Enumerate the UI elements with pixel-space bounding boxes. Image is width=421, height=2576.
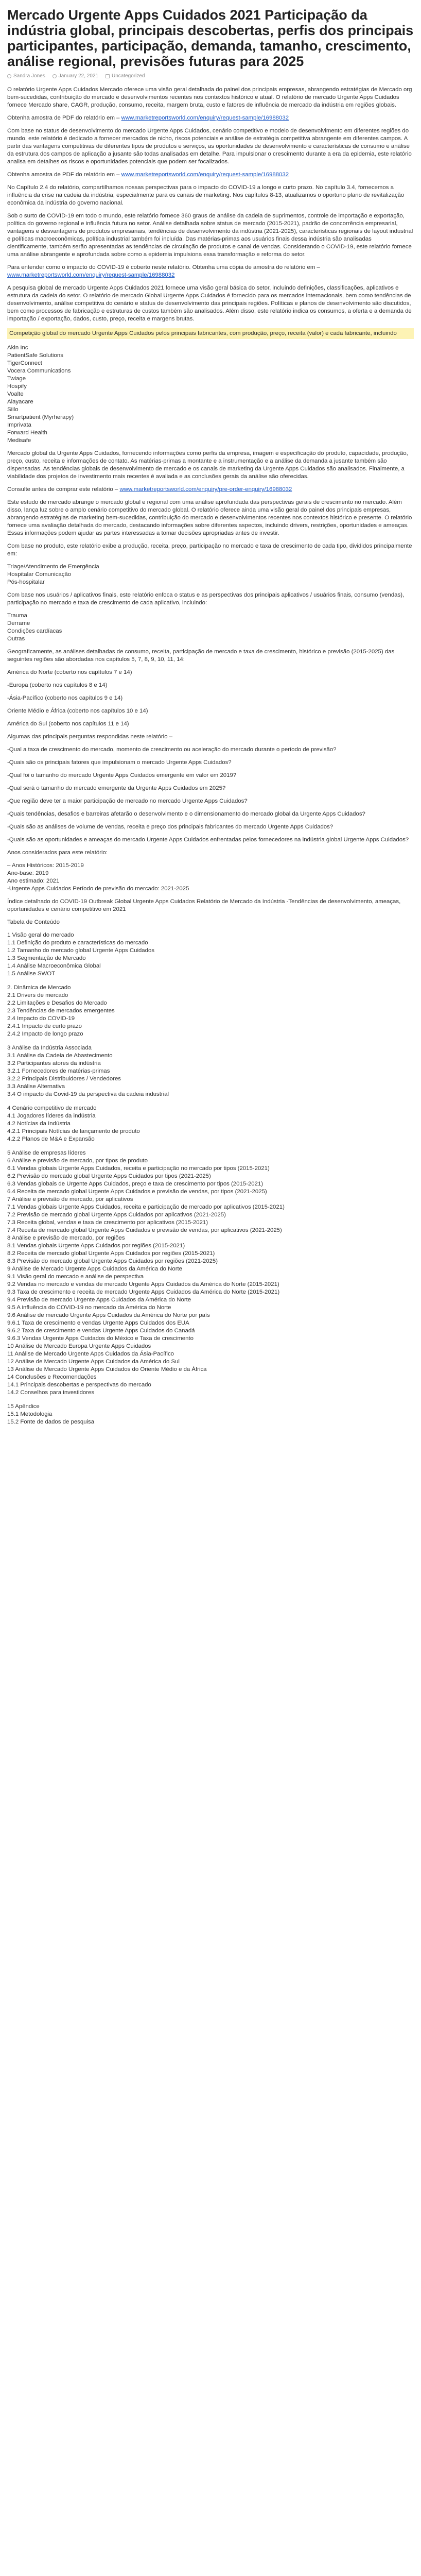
toc-item: 3.2.2 Principais Distribuidores / Vendedores — [7, 1076, 121, 1082]
toc-item: 9.6.3 Vendas Urgente Apps Cuidados do México e Taxa de crescimento — [7, 1335, 194, 1342]
question-item: -Qual foi o tamanho do mercado Urgente Apps Cuidados emergente em valor em 2019? — [7, 772, 237, 778]
toc-item: 2.4 Impacto do COVID-19 — [7, 1015, 75, 1022]
toc-group — [7, 1105, 414, 1143]
player-item: Siilo — [7, 406, 19, 413]
player-item: TigerConnect — [7, 360, 42, 366]
toc-item: 9.6.1 Taxa de crescimento e vendas Urgente Apps Cuidados dos EUA — [7, 1320, 189, 1326]
toc-item: 10 Análise de Mercado Europa Urgente Apps Cuidados — [7, 1343, 151, 1349]
toc-item: 13 Análise de Mercado Urgente Apps Cuidados do Oriente Médio e da África — [7, 1366, 207, 1372]
toc-item: 14.1 Principais descobertas e perspectivas do mercado — [7, 1382, 151, 1388]
body-paragraph-2: Este estudo de mercado abrange o mercado global e regional com uma análise aprofundada das perspectivas gerais de crescimento no mercado. Além disso, lança luz sobre o amplo cenário competitivo do mercado global. O relatório oferece ainda uma visão geral do painel dos principais empresas, abrangendo estratégias de marketing bem-sucedidas, contribuição do mercado e desenvolvimentos recentes nos contextos histórico e presente. O relatório fornece uma avaliação detalhada do mercado, destacando informações sobre diferentes aspectos, incluindo drivers, restrições, oportunidades e ameaças. Essas informações podem ajudar as partes interessadas a tomar decisões apropriadas antes de investir. — [7, 499, 412, 536]
question-item: -Que região deve ter a maior participação de mercado no mercado Urgente Apps Cuidados? — [7, 798, 248, 804]
toc-item: 1.5 Análise SWOT — [7, 971, 56, 977]
toc-item: 1.4 Análise Macroeconômica Global — [7, 963, 101, 969]
toc-item: 3.2.1 Fornecedores de matérias-primas — [7, 1068, 110, 1074]
body-paragraph-1: Mercado global da Urgente Apps Cuidados, fornecendo informações como perfis da empresa, imagem e especificação do produto, capacidade, produção, preço, custo, receita e informações de contato. As matérias-primas a montante e a instrumentação e a análise da demanda a jusante também são dispensadas. As tendências globais de desenvolvimento de mercado e os canais de marketing da Urgente Apps Cuidados são analisados. Finalmente, a viabilidade dos projetos de investimento mais recentes é avaliada e as conclusões gerais da análise são oferecidas. — [7, 450, 408, 480]
toc-item: 7.1 Vendas globais Urgente Apps Cuidados, receita e participação de mercado por aplicativos (2015-2021) — [7, 1204, 285, 1210]
toc-item: 9.1 Visão geral do mercado e análise de perspectiva — [7, 1274, 144, 1280]
post-author — [7, 73, 45, 79]
toc-item: 2.4.1 Impacto de curto prazo — [7, 1023, 82, 1029]
year-item: -Urgente Apps Cuidados Período de previsão do mercado: 2021-2025 — [7, 886, 189, 892]
toc-item: 4 Cenário competitivo de mercado — [7, 1105, 97, 1111]
toc-item: 2.2 Limitações e Desafios do Mercado — [7, 1000, 107, 1006]
region-item: -Ásia-Pacífico (coberto nos capítulos 9 e 14) — [7, 695, 123, 701]
player-item: Forward Health — [7, 430, 47, 436]
type-item: Triage/Atendimento de Emergência — [7, 564, 99, 570]
years-intro: Anos considerados para este relatório: — [7, 850, 108, 856]
toc-item: 7.4 Receita de mercado global Urgente Apps Cuidados e previsão de vendas, por aplicativos (2021-2025) — [7, 1227, 282, 1233]
toc-item: 9.3 Taxa de crescimento e receita de mercado Urgente Apps Cuidados da América do Norte (2015-2021) — [7, 1289, 280, 1295]
toc-item: 8.1 Vendas globais Urgente Apps Cuidados por regiões (2015-2021) — [7, 1243, 185, 1249]
region-item: Oriente Médio e África (coberto nos capítulos 10 e 14) — [7, 708, 148, 714]
intro-paragraph-4: Sob o surto de COVID-19 em todo o mundo, este relatório fornece 360 graus de análise da cadeia de suprimentos, controle de importação e exportação, política do governo regional e influência futura no setor. Análise detalhada sobre status de mercado (2015-2021), padrão de concorrência empresarial, vantagens e desvantagens de produtos empresariais, tendências de desenvolvimento da indústria (2021-2025), características regionais de layout industrial e políticas macroeconômicas, política industrial também foi incluída. Das matérias-primas aos usuários finais dessa indústria são analisadas cientificamente, também serão apresentadas as tendências de circulação de produtos e canal de vendas. Considerando o COVID-19, este relatório fornece uma análise abrangente e aprofundada sobre como a epidemia impulsiona essa transformação e reforma do setor. — [7, 213, 413, 258]
toc-item: 6.2 Previsão do mercado global Urgente Apps Cuidados por tipos (2021-2025) — [7, 1173, 211, 1179]
sample-line-2 — [7, 171, 414, 179]
toc-group — [7, 1149, 414, 1397]
impact-line — [7, 264, 414, 279]
toc-item: 7 Análise e previsão de mercado, por aplicativos — [7, 1196, 133, 1202]
year-item: – Anos Históricos: 2015-2019 — [7, 862, 84, 869]
app-item: Outras — [7, 636, 25, 642]
app-item: Trauma — [7, 613, 27, 619]
toc-item: 1 Visão geral do mercado — [7, 932, 74, 938]
player-item: Akin Inc — [7, 345, 28, 351]
question-item: -Qual será o tamanho do mercado emergente da Urgente Apps Cuidados em 2025? — [7, 785, 226, 791]
type-item: Pós-hospitalar — [7, 579, 45, 585]
player-item: Medisafe — [7, 437, 31, 444]
players-list — [7, 344, 414, 445]
toc-group — [7, 1403, 414, 1426]
apps-intro: Com base nos usuários / aplicativos finais, este relatório enfoca o status e as perspectivas dos principais aplicativos / usuários finais, consumo (vendas), participação no mercado e taxa de crescimento de cada aplicativo, incluindo: — [7, 592, 405, 606]
sample-prefix: Obtenha amostra de PDF do relatório em – — [7, 172, 121, 178]
toc-item: 15 Apêndice — [7, 1403, 40, 1410]
regions-intro: Geograficamente, as análises detalhadas de consumo, receita, participação de mercado e taxa de crescimento, histórico e previsão (2015-2025) das seguintes regiões são abordadas nos capítulos 5, 7, 8, 9, 10, 11, 14: — [7, 649, 395, 663]
toc-item: 14 Conclusões e Recomendações — [7, 1374, 97, 1380]
intro-paragraph-2: Com base no status de desenvolvimento do mercado Urgente Apps Cuidados, cenário competitivo e modelo de desenvolvimento em diferentes regiões do mundo, este relatório é dedicado a fornecer mercados de nicho, riscos potenciais e análise de estratégia competitiva abrangente em diferentes campos. A partir das vantagens competitivas de diferentes tipos de produtos e serviços, as oportunidades de desenvolvimento e características de consumo e análise da estrutura dos campos de aplicação a jusante são todas analisadas em detalhe. Para impulsionar o crescimento durante a era da epidemia, este relatório analisa em detalhes os riscos e oportunidades potenciais que podem ser focalizados. — [7, 128, 412, 165]
toc-item: 1.1 Definição do produto e características do mercado — [7, 940, 148, 946]
app-item: Condições cardíacas — [7, 628, 62, 634]
toc-group — [7, 984, 414, 1038]
post-meta — [7, 73, 414, 79]
toc-item: 9.6.2 Taxa de crescimento e vendas Urgente Apps Cuidados do Canadá — [7, 1328, 195, 1334]
post-category — [106, 73, 145, 79]
toc-item: 4.2.1 Principais Notícias de lançamento de produto — [7, 1128, 140, 1134]
questions-intro: Algumas das principais perguntas respondidas neste relatório – — [7, 734, 173, 740]
sample-line — [7, 114, 414, 122]
toc-item: 8 Análise e previsão de mercado, por regiões — [7, 1235, 125, 1241]
question-item: -Quais tendências, desafios e barreiras afetarão o desenvolvimento e o dimensionamento do mercado global da Urgente Apps Cuidados? — [7, 811, 365, 817]
toc-item: 7.2 Previsão de mercado global Urgente Apps Cuidados por aplicativos (2021-2025) — [7, 1212, 226, 1218]
question-item: -Qual a taxa de crescimento do mercado, momento de crescimento ou aceleração do mercado durante o período de previsão? — [7, 747, 337, 753]
player-item: Voalte — [7, 391, 24, 397]
question-item: -Quais são os principais fatores que impulsionam o mercado Urgente Apps Cuidados? — [7, 759, 232, 766]
toc-item: 15.1 Metodologia — [7, 1411, 52, 1417]
toc-item: 9.5 A influência do COVID-19 no mercado da América do Norte — [7, 1304, 171, 1311]
clock-icon — [52, 74, 57, 78]
toc-item: 9.4 Previsão de mercado Urgente Apps Cuidados da América do Norte — [7, 1297, 191, 1303]
toc-item: 3.2 Participantes atores da indústria — [7, 1060, 101, 1066]
intro-paragraph-3: No Capítulo 2.4 do relatório, compartilhamos nossas perspectivas para o impacto do COVID-19 a longo e curto prazo. No capítulo 3.4, fornecemos a influência da crise na cadeia da indústria, especialmente para os canais de marketing. Nos capítulos 8-13, atualizamos o oportuno plano de revitalização econômica da indústria do governo nacional. — [7, 184, 405, 206]
players-highlight: Competição global do mercado Urgente Apps Cuidados pelos principais fabricantes, com produção, preço, receita (valor) e cada fabricante, incluindo — [7, 328, 414, 339]
sample-link[interactable]: www.marketreportsworld.com/enquiry/request-sample/16988032 — [121, 115, 289, 121]
category-link[interactable]: Uncategorized — [112, 73, 145, 79]
toc-item: 7.3 Receita global, vendas e taxa de crescimento por aplicativos (2015-2021) — [7, 1219, 208, 1226]
toc-item: 2.3 Tendências de mercados emergentes — [7, 1008, 115, 1014]
player-item: Hospify — [7, 383, 27, 389]
player-item: Twiage — [7, 376, 26, 382]
toc-item: 2.4.2 Impacto de longo prazo — [7, 1031, 83, 1037]
toc-item: 5 Análise de empresas líderes — [7, 1150, 86, 1156]
year-item: Ano estimado: 2021 — [7, 878, 60, 884]
region-item: América do Norte (coberto nos capítulos 7 e 14) — [7, 669, 132, 675]
post-date — [52, 73, 98, 79]
toc-item: 1.3 Segmentação de Mercado — [7, 955, 86, 961]
player-item: Smartpatient (Myrherapy) — [7, 414, 74, 420]
years-list — [7, 862, 414, 893]
toc-group — [7, 931, 414, 978]
index-intro: Índice detalhado do COVID-19 Outbreak Global Urgente Apps Cuidados Relatório de Mercado da Indústria -Tendências de desenvolvimento, ameaças, oportunidades e cenário competitivo em 2021 — [7, 899, 401, 912]
buy-line — [7, 486, 414, 494]
intro-paragraph-1: O relatório Urgente Apps Cuidados Mercado oferece uma visão geral detalhada do painel dos principais empresas, abrangendo estratégias de Mercado org bem-sucedidas, contribuição do mercado e desenvolvimentos recentes nos contextos histórico e atual. O relatório de mercado Urgente Apps Cuidados fornece Mercado share, CAGR, produção, consumo, receita, margem bruta, custo e fatores de influência de mercado da indústria em regiões globais. — [7, 87, 412, 108]
toc-item: 3.1 Análise da Cadeia de Abastecimento — [7, 1053, 113, 1059]
folder-icon — [106, 74, 110, 78]
post-title: Mercado Urgente Apps Cuidados 2021 Participação da indústria global, principais descobertas, perfis dos principais participantes, participação, demanda, tamanho, crescimento, análise regional, previsões futuras para 2025 — [7, 7, 414, 69]
question-item: -Quais são as oportunidades e ameaças do mercado Urgente Apps Cuidados enfrentadas pelos fornecedores na indústria global Urgente Apps Cuidados? — [7, 837, 409, 843]
toc-item: 4.1 Jogadores líderes da indústria — [7, 1113, 96, 1119]
app-item: Derrame — [7, 620, 30, 626]
toc-item: 14.2 Conselhos para investidores — [7, 1389, 95, 1396]
toc-item: 9.2 Vendas no mercado e vendas de mercado Urgente Apps Cuidados da América do Norte (2015-2021) — [7, 1281, 279, 1287]
toc-item: 2.1 Drivers de mercado — [7, 992, 68, 998]
apps-list — [7, 612, 414, 643]
toc-item: 3 Análise da Indústria Associada — [7, 1045, 92, 1051]
toc-item: 1.2 Tamanho do mercado global Urgente Apps Cuidados — [7, 947, 155, 954]
toc-item: 3.4 O impacto da Covid-19 da perspectiva da cadeia industrial — [7, 1091, 169, 1097]
toc-item: 6 Análise e previsão de mercado, por tipos de produto — [7, 1158, 148, 1164]
year-item: Ano-base: 2019 — [7, 870, 49, 876]
player-item: PatientSafe Solutions — [7, 352, 63, 359]
impact-link[interactable]: www.marketreportsworld.com/enquiry/request-sample/16988032 — [7, 272, 175, 278]
toc-item: 9.6 Análise de mercado Urgente Apps Cuidados da América do Norte por país — [7, 1312, 210, 1318]
region-item: -Europa (coberto nos capítulos 8 e 14) — [7, 682, 108, 688]
impact-prefix: Para entender como o impacto do COVID-19 é coberto neste relatório. Obtenha uma cópia de amostra do relatório em – — [7, 264, 320, 270]
user-icon — [7, 74, 11, 78]
toc-item: 15.2 Fonte de dados de pesquisa — [7, 1419, 95, 1425]
types-list — [7, 563, 414, 586]
toc-item: 3.3 Análise Alternativa — [7, 1083, 65, 1090]
toc-item: 4.2 Notícias da Indústria — [7, 1121, 71, 1127]
toc-item: 4.2.2 Planos de M&A e Expansão — [7, 1136, 95, 1142]
toc-item: 8.3 Previsão do mercado global Urgente Apps Cuidados por regiões (2021-2025) — [7, 1258, 218, 1264]
author-link[interactable]: Sandra Jones — [13, 73, 45, 79]
body-paragraph-3: Com base no produto, este relatório exibe a produção, receita, preço, participação no mercado e taxa de crescimento de cada tipo, divididos principalmente em: — [7, 543, 412, 557]
date-link[interactable]: January 22, 2021 — [58, 73, 98, 79]
player-item: Alayacare — [7, 399, 33, 405]
player-item: Imprivata — [7, 422, 31, 428]
buy-prefix: Consulte antes de comprar este relatório – — [7, 486, 120, 493]
toc-item: 8.2 Receita de mercado global Urgente Apps Cuidados por regiões (2015-2021) — [7, 1250, 215, 1257]
toc-item: 9 Análise de Mercado Urgente Apps Cuidados da América do Norte — [7, 1266, 183, 1272]
toc-item: 6.1 Vendas globais Urgente Apps Cuidados, receita e participação no mercado por tipos (2015-2021) — [7, 1165, 270, 1172]
toc-item: 6.3 Vendas globais de Urgente Apps Cuidados, preço e taxa de crescimento por tipos (2015-2021) — [7, 1181, 264, 1187]
intro-paragraph-5: A pesquisa global de mercado Urgente Apps Cuidados 2021 fornece uma visão geral básica do setor, incluindo definições, classificações, aplicativos e estrutura da cadeia do setor. O relatório de mercado Global Urgente Apps Cuidados é fornecido para os mercados internacionais, bem como tendências de desenvolvimento, análise competitiva do cenário e status de desenvolvimento das principais regiões. Políticas e planos de desenvolvimento são discutidos, bem como processos de fabricação e estruturas de custos também são analisados. Além disso, este relatório indica os consumos, a oferta e a demanda de importação / exportação, dados, custo, preço, receita e margens brutas. — [7, 285, 412, 322]
table-of-contents — [7, 931, 414, 1426]
toc-item: 12 Análise de Mercado Urgente Apps Cuidados da América do Sul — [7, 1359, 180, 1365]
toc-item: 6.4 Receita de mercado global Urgente Apps Cuidados e previsão de vendas, por tipos (2021-2025) — [7, 1189, 267, 1195]
player-item: Vocera Communications — [7, 368, 71, 374]
sample-prefix: Obtenha amostra de PDF do relatório em – — [7, 115, 121, 121]
type-item: Hospitalar Comunicação — [7, 571, 72, 578]
region-item: América do Sul (coberto nos capítulos 11 e 14) — [7, 721, 129, 727]
toc-item: 2. Dinâmica de Mercado — [7, 985, 71, 991]
toc-group — [7, 1044, 414, 1098]
toc-item: 11 Análise de Mercado Urgente Apps Cuidados da Ásia-Pacífico — [7, 1351, 174, 1357]
toc-title: Tabela de Conteúdo — [7, 919, 60, 925]
buy-link[interactable]: www.marketreportsworld.com/enquiry/pre-order-enquiry/16988032 — [119, 486, 292, 493]
question-item: -Quais são as análises de volume de vendas, receita e preço dos principais fabricantes do mercado Urgente Apps Cuidados? — [7, 824, 334, 830]
sample-link-2[interactable]: www.marketreportsworld.com/enquiry/request-sample/16988032 — [121, 172, 289, 178]
